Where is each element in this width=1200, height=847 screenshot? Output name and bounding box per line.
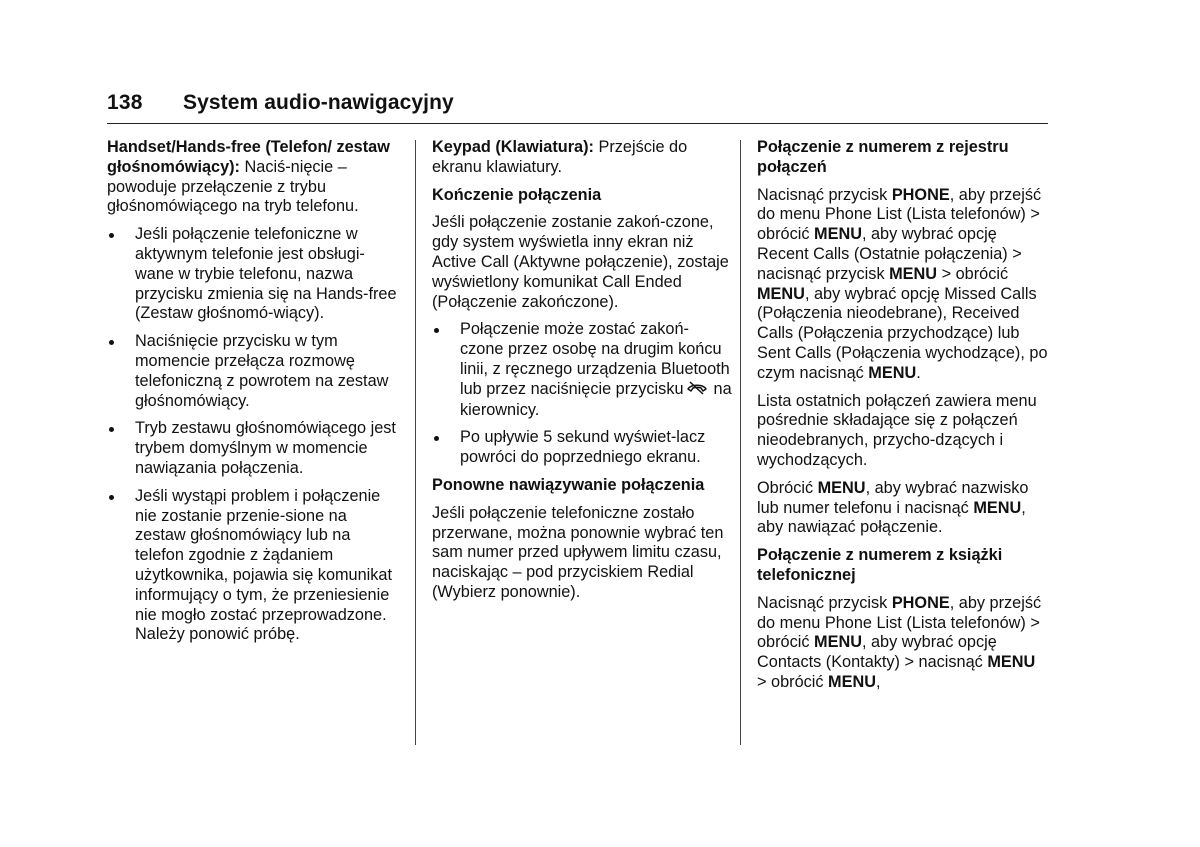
bold-term: PHONE [891, 185, 950, 204]
text-run: , aby wybrać nazwisko lub numer telefonu i nacisnąć [757, 478, 1029, 517]
recent-calls-paragraph [757, 186, 1049, 384]
end-call-text: Jeśli połączenie zostanie zakoń-czone, gdy system wyświetla inny ekran niż Active Call (Aktywne połączenie), zostaje wyświetlony komunikat Call Ended (Połączenie zakończone). [432, 213, 729, 311]
bold-term: MENU [814, 633, 862, 652]
handset-bullet-list [107, 225, 399, 645]
text-run: , aby nawiązać połączenie. [757, 498, 1026, 537]
text-run: Obrócić [757, 478, 818, 497]
list-item [432, 320, 732, 420]
keypad-text: Przejście do ekranu klawiatury. [432, 138, 688, 176]
page-title: System audio-nawigacyjny [183, 91, 454, 114]
bold-term: MENU [828, 672, 876, 691]
text-run: > obrócić [757, 672, 829, 691]
text-run: . [916, 363, 921, 382]
column-3 [757, 138, 1049, 701]
end-call-icon [686, 381, 708, 401]
handset-text: Naciś-nięcie – powoduje przełączenie z trybu głośnomówiącego na tryb telefonu. [107, 157, 359, 216]
contacts-heading: Połączenie z numerem z książki telefonicznej [757, 546, 1003, 584]
column-divider [415, 140, 416, 745]
handset-paragraph [107, 138, 399, 217]
bold-term: MENU [987, 653, 1036, 672]
column-1 [107, 138, 399, 653]
text-run: , aby wybrać opcję Contacts (Kontakty) > nacisnąć [757, 633, 997, 672]
contacts-paragraph [757, 594, 1049, 693]
list-item: Jeśli połączenie telefoniczne w aktywnym telefonie jest obsługi-wane w trybie telefonu, nazwa przycisku zmienia się na Hands-free (Zestaw głośnomó-wiący). [107, 225, 399, 324]
list-item: Tryb zestawu głośnomówiącego jest trybem domyślnym w momencie nawiązania połączenia. [107, 419, 399, 478]
bold-term: PHONE [891, 593, 950, 612]
bold-term: MENU [817, 478, 866, 497]
text-run: , aby przejść do menu Phone List (Lista telefonów) > obrócić [757, 593, 1042, 652]
end-call-bullet-list [432, 320, 732, 468]
recent-calls-heading: Połączenie z numerem z rejestru połączeń [757, 138, 1009, 176]
keypad-label: Keypad (Klawiatura): [432, 138, 594, 156]
text-run: , aby wybrać opcję Missed Calls (Połączenia nieodebrane), Received Calls (Połączenia przychodzące) lub Sent Calls (Połączenia wychodzące), po czym nacisnąć [757, 284, 1048, 382]
bold-term: MENU [868, 363, 917, 382]
text-run: , aby wybrać opcję Recent Calls (Ostatnie połączenia) > nacisnąć przycisk [757, 225, 1022, 283]
text-run: > obrócić [937, 264, 1009, 283]
column-2 [432, 138, 732, 611]
handset-label: Handset/Hands-free (Telefon/ zestaw głośnomówiący): [107, 138, 390, 176]
list-item: Jeśli wystąpi problem i połączenie nie zostanie przenie-sione na zestaw głośnomówiący lub na telefon zgodnie z żądaniem użytkownika, pojawia się komunikat informujący o tym, że przeniesienie nie mogło zostać przeprowadzone. Należy ponowić próbę. [107, 487, 399, 645]
text-run: , aby przejść do menu Phone List (Lista telefonów) > obrócić [757, 185, 1042, 244]
page-number: 138 [107, 91, 143, 114]
select-number-paragraph [757, 479, 1049, 538]
column-divider [740, 140, 741, 745]
list-item: Naciśnięcie przycisku w tym momencie przełącza rozmowę telefoniczną z powrotem na zestaw głośnomówiący. [107, 332, 399, 411]
end-call-heading: Kończenie połączenia [432, 185, 602, 204]
bold-term: MENU [757, 284, 805, 303]
bold-term: MENU [973, 498, 1022, 517]
text-run: Nacisnąć przycisk [757, 185, 892, 204]
text-run: , [875, 672, 881, 691]
redial-heading: Ponowne nawiązywanie połączenia [432, 475, 705, 494]
end-call-bullet-suffix: na kierownicy. [460, 379, 732, 419]
page-header [107, 88, 1047, 122]
redial-text: Jeśli połączenie telefoniczne zostało przerwane, można ponownie wybrać ten sam numer przed upływem limitu czasu, naciskając – pod przyciskiem Redial (Wybierz ponownie). [432, 503, 724, 601]
keypad-paragraph [432, 138, 732, 178]
list-item: Po upływie 5 sekund wyświet-lacz powróci do poprzedniego ekranu. [432, 428, 732, 468]
recent-calls-list-paragraph: Lista ostatnich połączeń zawiera menu pośrednie składające się z połączeń nieodebranych, przycho-dzących i wychodzących. [757, 391, 1037, 469]
end-call-bullet-text: Połączenie może zostać zakoń-czone przez osobę na drugim końcu linii, z ręcznego urządzenia Bluetooth lub przez naciśnięcie przycisku [460, 320, 730, 398]
header-rule [107, 123, 1048, 124]
bold-term: MENU [889, 264, 938, 283]
bold-term: MENU [814, 225, 862, 244]
text-run: Nacisnąć przycisk [757, 593, 892, 612]
